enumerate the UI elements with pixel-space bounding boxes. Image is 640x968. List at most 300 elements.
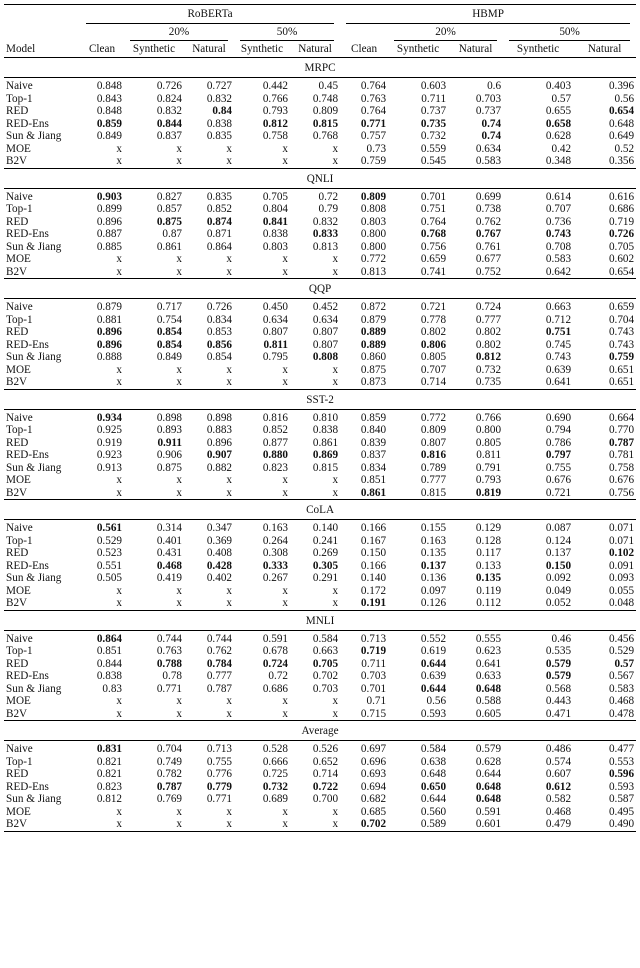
value-cell: 0.126	[420, 597, 447, 609]
table-row	[4, 437, 636, 450]
value-cell: 0.163	[234, 520, 290, 535]
value-cell: 0.752	[475, 265, 502, 278]
value-cell: 0.764	[420, 215, 447, 228]
value-cell: 0.79	[318, 203, 339, 215]
value-cell: 0.788	[156, 657, 182, 670]
value-cell: 0.166	[340, 520, 388, 535]
value-cell: 0.582	[545, 793, 572, 805]
column-header: Synthetic	[240, 43, 284, 55]
noise-header-hbmp-20: 20%	[388, 24, 503, 41]
value-cell: 0.529	[608, 645, 635, 657]
value-cell: 0.821	[96, 768, 122, 780]
value-cell: 0.477	[573, 741, 636, 756]
value-cell: 0.452	[290, 299, 340, 314]
value-cell: 0.588	[475, 695, 502, 707]
value-cell: x	[282, 363, 288, 376]
value-cell: 0.803	[262, 240, 288, 253]
column-header: Clean	[351, 43, 378, 55]
value-cell: 0.714	[312, 768, 339, 780]
value-cell: 0.763	[156, 645, 182, 657]
value-cell: 0.819	[475, 486, 502, 499]
value-cell: x	[282, 486, 288, 499]
value-cell: 0.690	[503, 409, 573, 424]
value-cell: 0.751	[545, 326, 572, 338]
value-cell: 0.650	[420, 780, 447, 793]
value-cell: 0.552	[388, 630, 448, 645]
model-name-cell: Sun & Jiang	[6, 351, 62, 363]
value-cell: 0.761	[475, 240, 502, 253]
value-cell: 0.648	[475, 682, 502, 695]
model-name-cell: RED	[6, 105, 29, 117]
table-row	[4, 630, 636, 645]
value-cell: 0.883	[206, 424, 232, 436]
value-cell: 0.885	[96, 240, 122, 253]
value-cell: 0.721	[545, 486, 572, 499]
value-cell: 0.663	[503, 299, 573, 314]
model-name-cell: B2V	[6, 597, 28, 609]
value-cell: 0.766	[262, 92, 288, 105]
value-cell: 0.875	[156, 215, 182, 228]
value-cell: 0.793	[475, 474, 502, 486]
value-cell: 0.711	[421, 92, 447, 105]
value-cell: 0.879	[80, 299, 124, 314]
value-cell: 0.875	[360, 363, 387, 376]
value-cell: 0.648	[475, 793, 502, 805]
value-cell: 0.633	[475, 670, 502, 682]
value-cell: 0.812	[262, 117, 288, 130]
value-cell: 0.859	[340, 409, 388, 424]
value-cell: 0.744	[184, 630, 234, 645]
value-cell: x	[282, 253, 288, 265]
value-cell: 0.701	[360, 682, 387, 695]
model-name-cell: MOE	[6, 253, 31, 265]
value-cell: 0.848	[96, 105, 122, 117]
value-cell: 0.852	[206, 203, 232, 215]
table-row	[4, 155, 636, 168]
value-cell: 0.545	[420, 155, 447, 167]
model-name-cell: RED	[6, 436, 29, 449]
value-cell: 0.048	[608, 597, 635, 609]
value-cell: 0.676	[545, 474, 572, 486]
model-name-cell: Sun & Jiang	[6, 572, 62, 584]
value-cell: 0.807	[312, 338, 339, 351]
table-row	[4, 670, 636, 683]
value-cell: 0.810	[290, 409, 340, 424]
model-name-cell: RED	[6, 547, 29, 559]
value-cell: x	[226, 584, 232, 597]
value-cell: 0.804	[262, 203, 288, 215]
value-cell: 0.841	[262, 215, 288, 228]
value-cell: 0.694	[360, 780, 387, 793]
value-cell: 0.172	[360, 584, 387, 597]
value-cell: 0.644	[420, 682, 447, 695]
table-row	[4, 241, 636, 254]
value-cell: 0.478	[608, 707, 635, 720]
value-cell: 0.648	[608, 117, 635, 130]
value-cell: 0.092	[545, 572, 572, 584]
value-cell: x	[80, 818, 124, 831]
value-cell: 0.479	[503, 818, 573, 831]
value-cell: x	[116, 474, 122, 486]
value-cell: 0.898	[184, 409, 234, 424]
table-row	[4, 118, 636, 131]
value-cell: 0.129	[448, 520, 503, 535]
value-cell: 0.602	[608, 253, 635, 265]
value-cell: 0.703	[360, 670, 387, 682]
value-cell: 0.468	[156, 559, 182, 572]
value-cell: 0.486	[503, 741, 573, 756]
model-name-cell: MOE	[6, 695, 31, 707]
value-cell: 0.838	[262, 228, 288, 240]
table-row	[4, 462, 636, 475]
value-cell: 0.091	[608, 559, 635, 572]
value-cell: 0.150	[545, 559, 572, 572]
value-cell: 0.741	[420, 265, 447, 278]
value-cell: 0.603	[388, 78, 448, 93]
value-cell: 0.907	[206, 449, 232, 461]
table-row	[4, 93, 636, 106]
value-cell: 0.490	[573, 818, 636, 831]
value-cell: 0.696	[360, 755, 387, 768]
value-cell: x	[184, 818, 234, 831]
value-cell: 0.150	[360, 547, 387, 559]
table-row	[4, 130, 636, 143]
table-row	[4, 793, 636, 806]
value-cell: 0.579	[545, 670, 572, 682]
value-cell: 0.823	[262, 461, 288, 474]
value-cell: 0.128	[475, 534, 502, 547]
value-cell: 0.736	[545, 215, 572, 228]
value-cell: 0.793	[262, 105, 288, 117]
value-cell: 0.809	[420, 424, 447, 436]
value-cell: 0.555	[448, 630, 503, 645]
model-name-cell: Top-1	[6, 755, 33, 768]
value-cell: 0.827	[124, 188, 184, 203]
model-name-cell: Sun & Jiang	[6, 461, 62, 474]
value-cell: 0.887	[96, 228, 122, 240]
table-row	[4, 768, 636, 781]
value-cell: 0.72	[268, 670, 288, 682]
value-cell: 0.639	[545, 363, 572, 376]
model-name-cell: RED-Ens	[6, 670, 49, 682]
value-cell: 0.087	[503, 520, 573, 535]
value-cell: 0.601	[448, 818, 503, 831]
value-cell: 0.802	[475, 326, 502, 338]
value-cell: x	[282, 474, 288, 486]
value-cell: 0.743	[608, 338, 635, 351]
value-cell: 0.719	[360, 645, 387, 657]
value-cell: 0.849	[156, 351, 182, 363]
value-cell: 0.267	[262, 572, 288, 584]
column-header: Natural	[458, 43, 493, 55]
model-name-cell: B2V	[6, 707, 28, 720]
table-row	[4, 143, 636, 156]
table-row	[4, 351, 636, 364]
value-cell: 0.732	[262, 780, 288, 793]
value-cell: 0.727	[184, 78, 234, 93]
value-cell: x	[226, 363, 232, 376]
value-cell: 0.833	[312, 228, 339, 240]
value-cell: 0.832	[312, 215, 339, 228]
value-cell: 0.808	[312, 351, 339, 363]
value-cell: 0.574	[545, 755, 572, 768]
value-cell: 0.658	[545, 117, 572, 130]
results-table	[4, 4, 636, 832]
value-cell: 0.419	[156, 572, 182, 584]
noise-header-hbmp-50: 50%	[503, 24, 636, 41]
model-name-cell: Top-1	[6, 203, 33, 215]
value-cell: 0.880	[262, 449, 288, 461]
table-row	[4, 228, 636, 241]
model-name-cell: RED	[6, 768, 29, 780]
value-cell: 0.743	[608, 326, 635, 338]
model-name-cell: RED-Ens	[6, 449, 49, 461]
value-cell: 0.568	[545, 682, 572, 695]
value-cell: x	[116, 597, 122, 609]
value-cell: 0.802	[475, 338, 502, 351]
value-cell: x	[176, 707, 182, 720]
value-cell: x	[282, 376, 288, 388]
table-row	[4, 535, 636, 548]
model-name-cell: RED-Ens	[6, 117, 49, 130]
value-cell: 0.623	[475, 645, 502, 657]
value-cell: 0.87	[162, 228, 182, 240]
value-cell: 0.713	[184, 741, 234, 756]
value-cell: 0.896	[96, 338, 122, 351]
value-cell: x	[332, 486, 339, 499]
value-cell: 0.666	[262, 755, 288, 768]
value-cell: 0.784	[206, 657, 232, 670]
value-cell: 0.864	[80, 630, 124, 645]
value-cell: 0.71	[366, 695, 387, 707]
value-cell: 0.913	[96, 461, 122, 474]
column-header: Clean	[88, 43, 116, 55]
column-header: Synthetic	[516, 43, 560, 55]
value-cell: 0.771	[360, 117, 387, 130]
section-heading: MRPC	[4, 58, 636, 78]
value-cell: 0.848	[80, 78, 124, 93]
value-cell: 0.861	[360, 486, 387, 499]
value-cell: 0.401	[156, 534, 182, 547]
value-cell: 0.911	[157, 436, 182, 449]
value-cell: 0.837	[156, 130, 182, 142]
value-cell: 0.869	[312, 449, 339, 461]
value-cell: 0.815	[312, 461, 339, 474]
value-cell: 0.431	[156, 547, 182, 559]
value-cell: 0.651	[608, 363, 635, 376]
table-header	[4, 5, 636, 58]
value-cell: 0.468	[608, 695, 635, 707]
value-cell: 0.811	[476, 449, 502, 461]
value-cell: 0.838	[206, 117, 232, 130]
value-cell: 0.428	[206, 559, 232, 572]
table-row	[4, 658, 636, 671]
value-cell: x	[116, 584, 122, 597]
value-cell: 0.813	[312, 240, 339, 253]
value-cell: 0.816	[234, 409, 290, 424]
value-cell: 0.849	[96, 130, 122, 142]
value-cell: 0.591	[475, 805, 502, 818]
table-row	[4, 683, 636, 696]
table-row	[4, 424, 636, 437]
model-name-cell: Top-1	[6, 534, 33, 547]
table-row	[4, 520, 636, 535]
value-cell: 0.738	[475, 203, 502, 215]
value-cell: 0.442	[234, 78, 290, 93]
value-cell: 0.813	[360, 265, 387, 278]
table-row	[4, 645, 636, 658]
value-cell: 0.57	[614, 657, 635, 670]
table-row	[4, 487, 636, 500]
value-cell: 0.403	[503, 78, 573, 93]
model-name-cell: B2V	[6, 265, 28, 278]
model-name-cell: B2V	[6, 155, 28, 167]
value-cell: 0.634	[475, 142, 502, 155]
value-cell: 0.137	[420, 559, 447, 572]
value-cell: 0.560	[420, 805, 447, 818]
model-name-cell: MOE	[6, 363, 31, 376]
model-name-cell: Sun & Jiang	[6, 682, 62, 695]
value-cell: 0.762	[206, 645, 232, 657]
value-cell: x	[332, 376, 339, 388]
value-cell: 0.821	[96, 755, 122, 768]
value-cell: 0.778	[420, 313, 447, 326]
model-name-cell: RED-Ens	[6, 780, 49, 793]
value-cell: 0.735	[420, 117, 447, 130]
value-cell: x	[226, 486, 232, 499]
value-cell: x	[116, 142, 122, 155]
value-cell: 0.751	[420, 203, 447, 215]
value-cell: 0.369	[206, 534, 232, 547]
value-cell: x	[332, 474, 339, 486]
value-cell: 0.676	[608, 474, 635, 486]
value-cell: 0.071	[573, 520, 636, 535]
value-cell: 0.052	[545, 597, 572, 609]
value-cell: 0.896	[96, 326, 122, 338]
value-cell: 0.505	[96, 572, 122, 584]
value-cell: 0.732	[420, 130, 447, 142]
value-cell: 0.824	[156, 92, 182, 105]
value-cell: 0.136	[420, 572, 447, 584]
table-row	[4, 216, 636, 229]
value-cell: 0.408	[206, 547, 232, 559]
value-cell: 0.777	[206, 670, 232, 682]
value-cell: 0.702	[340, 818, 388, 831]
value-cell: 0.648	[475, 780, 502, 793]
value-cell: 0.800	[475, 424, 502, 436]
value-cell: x	[226, 253, 232, 265]
value-cell: 0.634	[262, 313, 288, 326]
value-cell: 0.755	[206, 755, 232, 768]
value-cell: 0.605	[475, 707, 502, 720]
table-row	[4, 105, 636, 118]
group-header-hbmp: HBMP	[340, 5, 636, 25]
value-cell: 0.093	[608, 572, 635, 584]
table-row	[4, 314, 636, 327]
value-cell: 0.291	[312, 572, 339, 584]
table-row	[4, 326, 636, 339]
value-cell: x	[226, 695, 232, 707]
model-name-cell: MOE	[6, 805, 31, 818]
value-cell: 0.119	[476, 584, 502, 597]
value-cell: 0.596	[608, 768, 635, 780]
value-cell: 0.639	[420, 670, 447, 682]
value-cell: 0.807	[420, 436, 447, 449]
value-cell: 0.745	[545, 338, 572, 351]
value-cell: 0.754	[156, 313, 182, 326]
table-row	[4, 756, 636, 769]
table-row	[4, 547, 636, 560]
value-cell: 0.759	[360, 155, 387, 167]
value-cell: 0.705	[234, 188, 290, 203]
value-cell: 0.46	[503, 630, 573, 645]
value-cell: x	[282, 142, 288, 155]
value-cell: 0.133	[475, 559, 502, 572]
value-cell: 0.112	[476, 597, 502, 609]
value-cell: 0.834	[360, 461, 387, 474]
value-cell: 0.135	[420, 547, 447, 559]
value-cell: 0.651	[608, 376, 635, 388]
value-cell: 0.348	[545, 155, 572, 167]
value-cell: x	[176, 363, 182, 376]
model-name-cell: Naive	[4, 520, 80, 535]
value-cell: 0.879	[360, 313, 387, 326]
value-cell: 0.877	[262, 436, 288, 449]
value-cell: 0.652	[312, 755, 339, 768]
value-cell: 0.759	[608, 351, 635, 363]
value-cell: 0.748	[312, 92, 339, 105]
value-cell: 0.628	[475, 755, 502, 768]
value-cell: 0.758	[608, 461, 635, 474]
value-cell: 0.714	[420, 376, 447, 388]
value-cell: 0.800	[360, 240, 387, 253]
value-cell: 0.638	[420, 755, 447, 768]
value-cell: 0.614	[503, 188, 573, 203]
value-cell: 0.705	[312, 657, 339, 670]
table-row	[4, 449, 636, 462]
value-cell: 0.758	[262, 130, 288, 142]
value-cell: x	[176, 805, 182, 818]
table-row	[4, 78, 636, 93]
value-cell: 0.772	[388, 409, 448, 424]
value-cell: 0.896	[206, 436, 232, 449]
value-cell: 0.744	[124, 630, 184, 645]
value-cell: x	[332, 265, 339, 278]
value-cell: 0.854	[156, 326, 182, 338]
value-cell: 0.241	[312, 534, 339, 547]
value-cell: 0.809	[340, 188, 388, 203]
value-cell: 0.559	[420, 142, 447, 155]
model-name-cell: Naive	[4, 630, 80, 645]
value-cell: 0.743	[545, 351, 572, 363]
value-cell: 0.707	[545, 203, 572, 215]
value-cell: 0.807	[262, 326, 288, 338]
model-name-cell: RED-Ens	[6, 338, 49, 351]
value-cell: 0.864	[206, 240, 232, 253]
value-cell: 0.703	[312, 682, 339, 695]
value-cell: 0.347	[184, 520, 234, 535]
value-cell: 0.443	[545, 695, 572, 707]
value-cell: x	[176, 584, 182, 597]
value-cell: x	[282, 155, 288, 167]
value-cell: 0.140	[360, 572, 387, 584]
value-cell: 0.57	[551, 92, 572, 105]
value-cell: 0.882	[206, 461, 232, 474]
model-name-cell: Sun & Jiang	[6, 130, 62, 142]
value-cell: 0.663	[312, 645, 339, 657]
value-cell: 0.641	[475, 657, 502, 670]
model-name-cell: MOE	[6, 142, 31, 155]
